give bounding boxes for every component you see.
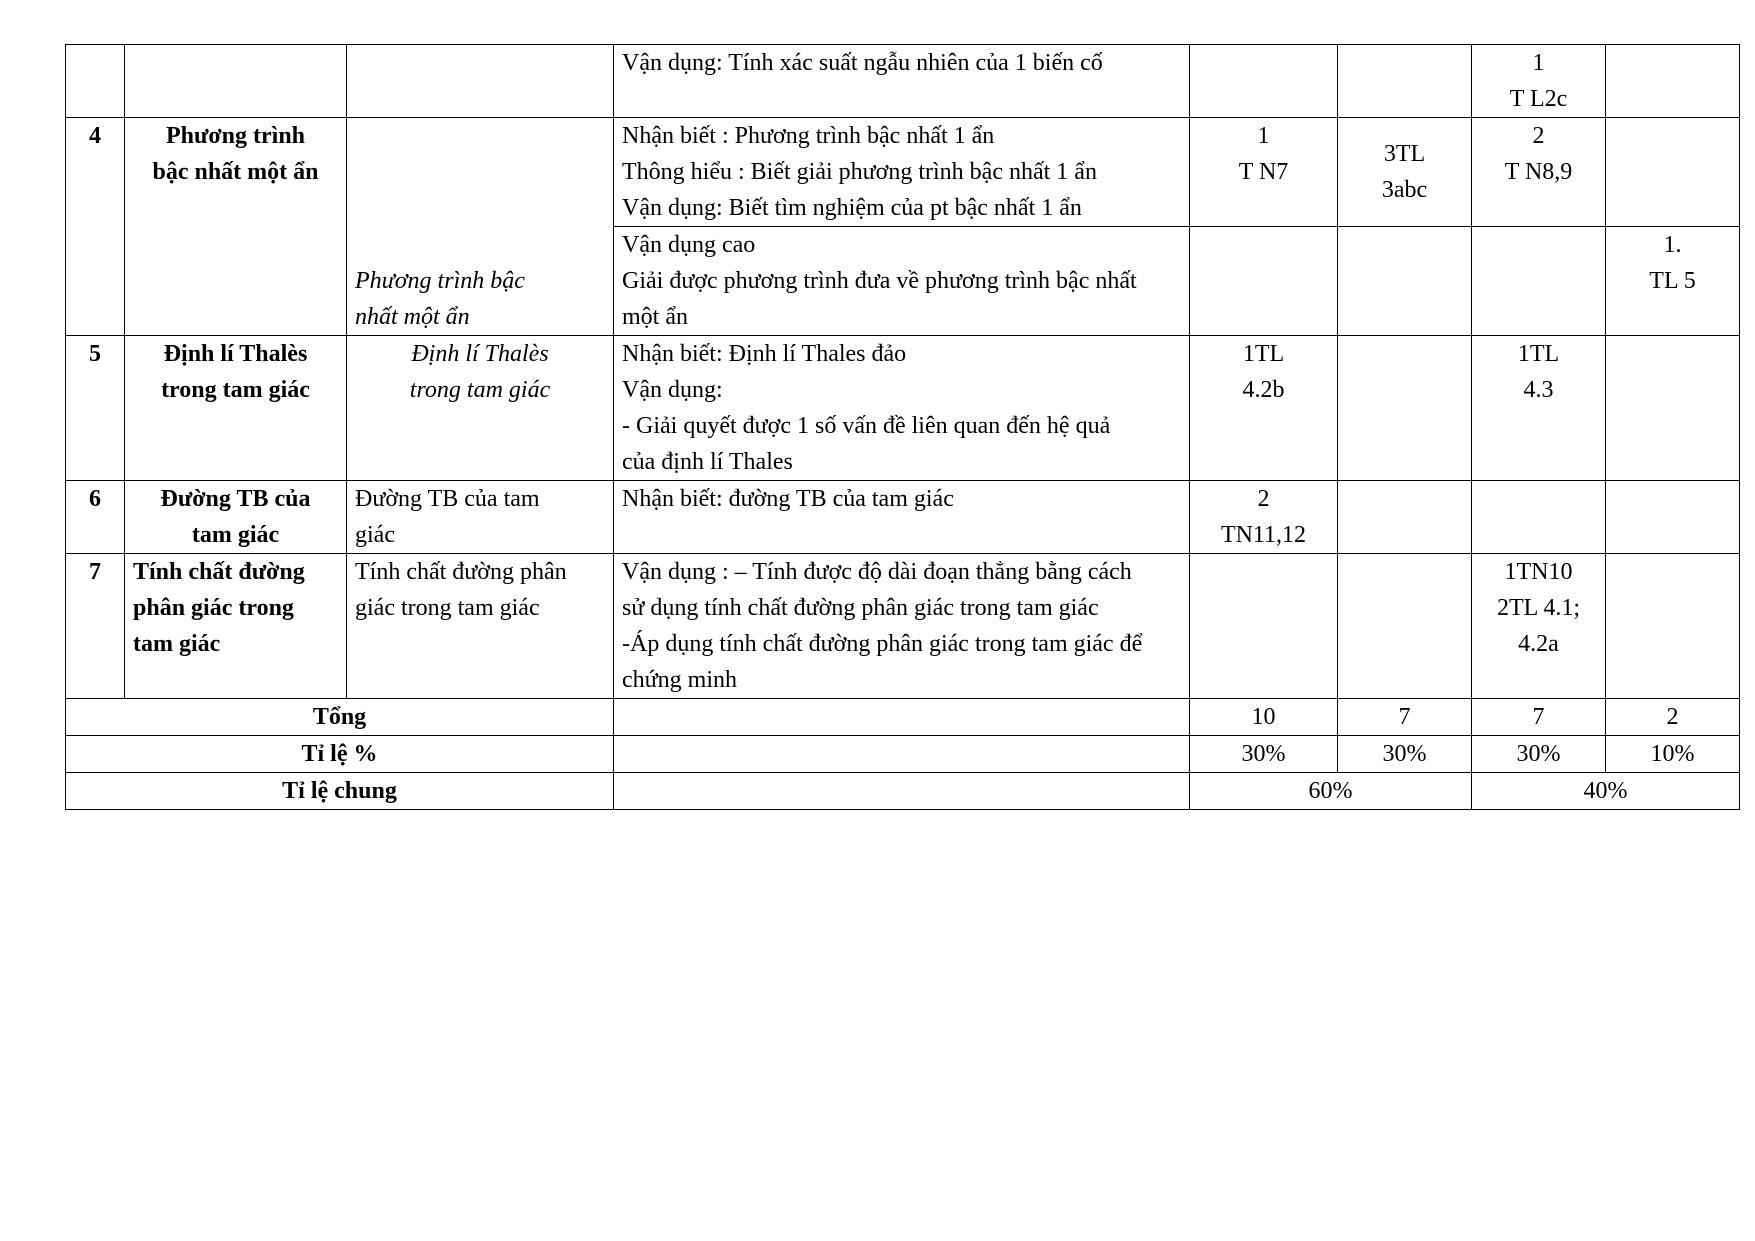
level-recognition-cell	[1190, 118, 1338, 227]
level-understanding-cell	[1338, 481, 1472, 554]
table-row	[66, 45, 1740, 118]
unit-line: trong tam giác	[409, 377, 551, 403]
content-unit-cell	[347, 336, 614, 481]
assessment-matrix-table	[65, 44, 1740, 810]
level-understanding-cell	[1338, 336, 1472, 481]
question-code: TN11,12	[1220, 522, 1307, 548]
summary-value: 2	[1606, 699, 1740, 736]
level-understanding-cell	[1338, 118, 1472, 227]
content-unit-cell	[347, 45, 614, 118]
level-high-application-cell	[1606, 45, 1740, 118]
topic-line: Đường TB của	[160, 486, 311, 512]
requirement-line: Giải được phương trình đưa về phương trình bậc nhất	[622, 268, 1137, 294]
table-row	[66, 118, 1740, 227]
level-understanding-cell	[1338, 227, 1472, 336]
summary-value: 30%	[1338, 736, 1472, 773]
question-count: 2	[1532, 123, 1545, 149]
level-recognition-cell	[1190, 227, 1338, 336]
level-high-application-cell	[1606, 554, 1740, 699]
content-unit-cell	[347, 481, 614, 554]
requirement-cell	[614, 481, 1190, 554]
topic-cell	[125, 481, 347, 554]
topic-line: tam giác	[133, 631, 221, 657]
question-count: 1TN10	[1504, 559, 1573, 585]
summary-empty-cell	[614, 736, 1190, 773]
requirement-line: Nhận biết: đường TB của tam giác	[622, 486, 954, 512]
level-understanding-cell	[1338, 554, 1472, 699]
table-row	[66, 481, 1740, 554]
level-application-cell	[1472, 481, 1606, 554]
row-number-cell: 6	[66, 481, 125, 554]
requirement-line: - Giải quyết được 1 số vấn đề liên quan đến hệ quả	[622, 413, 1111, 439]
summary-row-percent	[66, 736, 1740, 773]
requirement-cell	[614, 336, 1190, 481]
unit-line: Đường TB của tam	[355, 486, 540, 512]
requirement-line: Nhận biết : Phương trình bậc nhất 1 ẩn	[622, 123, 995, 149]
question-count: 1.	[1663, 232, 1682, 258]
requirement-line: Vận dụng cao	[622, 232, 756, 258]
level-high-application-cell	[1606, 227, 1740, 336]
unit-line: Tính chất đường phân	[355, 559, 567, 585]
level-high-application-cell	[1606, 336, 1740, 481]
topic-cell	[125, 118, 347, 336]
summary-label: Tổng	[66, 699, 614, 736]
level-recognition-cell	[1190, 554, 1338, 699]
requirement-cell	[614, 118, 1190, 227]
question-code: T N7	[1238, 159, 1289, 185]
question-count: 1	[1532, 50, 1545, 76]
summary-empty-cell	[614, 699, 1190, 736]
level-high-application-cell	[1606, 481, 1740, 554]
summary-label: Tỉ lệ %	[66, 736, 614, 773]
requirement-cell	[614, 227, 1190, 336]
content-unit-cell	[347, 554, 614, 699]
unit-line: giác	[355, 522, 395, 548]
question-code: 4.3	[1523, 377, 1554, 403]
summary-value: 40%	[1472, 773, 1740, 810]
topic-line: Phương trình	[165, 123, 306, 149]
requirement-line: Thông hiểu : Biết giải phương trình bậc nhất 1 ẩn	[622, 159, 1097, 185]
summary-value: 30%	[1190, 736, 1338, 773]
unit-line: giác trong tam giác	[355, 595, 540, 621]
question-code: 2TL 4.1;	[1496, 595, 1581, 621]
requirement-line: chứng minh	[622, 667, 737, 693]
requirement-line: -Áp dụng tính chất đường phân giác trong tam giác để	[622, 631, 1143, 657]
topic-line: bậc nhất một ẩn	[152, 159, 319, 185]
level-high-application-cell	[1606, 118, 1740, 227]
level-application-cell	[1472, 554, 1606, 699]
level-understanding-cell	[1338, 45, 1472, 118]
summary-value: 10	[1190, 699, 1338, 736]
summary-value: 30%	[1472, 736, 1606, 773]
unit-line: nhất một ẩn	[355, 304, 470, 330]
question-code: TL 5	[1649, 268, 1696, 294]
requirement-cell	[614, 554, 1190, 699]
summary-label: Tỉ lệ chung	[66, 773, 614, 810]
requirement-cell	[614, 45, 1190, 118]
requirement-line: Vận dụng : – Tính được độ dài đoạn thẳng bằng cách	[622, 559, 1132, 585]
table-row	[66, 336, 1740, 481]
requirement-line: Vận dụng: Biết tìm nghiệm của pt bậc nhất 1 ẩn	[622, 195, 1082, 221]
table-row	[66, 554, 1740, 699]
requirement-line: sử dụng tính chất đường phân giác trong tam giác	[622, 595, 1099, 621]
row-number-cell	[66, 45, 125, 118]
topic-line: phân giác trong	[133, 595, 294, 621]
topic-line: Định lí Thalès	[163, 341, 308, 367]
row-number-cell: 4	[66, 118, 125, 336]
requirement-line: của định lí Thales	[622, 449, 793, 475]
content-unit-cell	[347, 118, 614, 336]
level-application-cell	[1472, 118, 1606, 227]
level-recognition-cell	[1190, 481, 1338, 554]
level-application-cell	[1472, 45, 1606, 118]
question-code: T L2c	[1509, 86, 1568, 112]
requirement-line: Nhận biết: Định lí Thales đảo	[622, 341, 907, 367]
level-application-cell	[1472, 336, 1606, 481]
requirement-line: Vận dụng: Tính xác suất ngẫu nhiên của 1 biến cố	[622, 50, 1103, 76]
summary-value: 7	[1472, 699, 1606, 736]
topic-line: tam giác	[191, 522, 280, 548]
summary-value: 60%	[1190, 773, 1472, 810]
summary-row-total	[66, 699, 1740, 736]
question-code: 4.2a	[1518, 631, 1559, 657]
question-count: 3TL	[1383, 141, 1426, 167]
topic-cell	[125, 45, 347, 118]
question-code: 3abc	[1381, 177, 1428, 203]
question-code: 4.2b	[1242, 377, 1285, 403]
unit-line: Định lí Thalès	[411, 341, 549, 367]
row-number-cell: 5	[66, 336, 125, 481]
question-count: 1TL	[1517, 341, 1560, 367]
topic-cell	[125, 554, 347, 699]
question-count: 1	[1257, 123, 1270, 149]
topic-line: trong tam giác	[161, 377, 310, 403]
level-recognition-cell	[1190, 336, 1338, 481]
unit-line: Phương trình bậc	[355, 268, 525, 294]
level-recognition-cell	[1190, 45, 1338, 118]
requirement-line: một ẩn	[622, 304, 688, 330]
row-number-cell: 7	[66, 554, 125, 699]
topic-line: Tính chất đường	[133, 559, 305, 585]
question-code: T N8,9	[1504, 159, 1573, 185]
summary-value: 7	[1338, 699, 1472, 736]
question-count: 1TL	[1242, 341, 1285, 367]
summary-empty-cell	[614, 773, 1190, 810]
topic-cell	[125, 336, 347, 481]
requirement-line: Vận dụng:	[622, 377, 723, 403]
summary-value: 10%	[1606, 736, 1740, 773]
level-application-cell	[1472, 227, 1606, 336]
summary-row-general	[66, 773, 1740, 810]
question-count: 2	[1257, 486, 1270, 512]
